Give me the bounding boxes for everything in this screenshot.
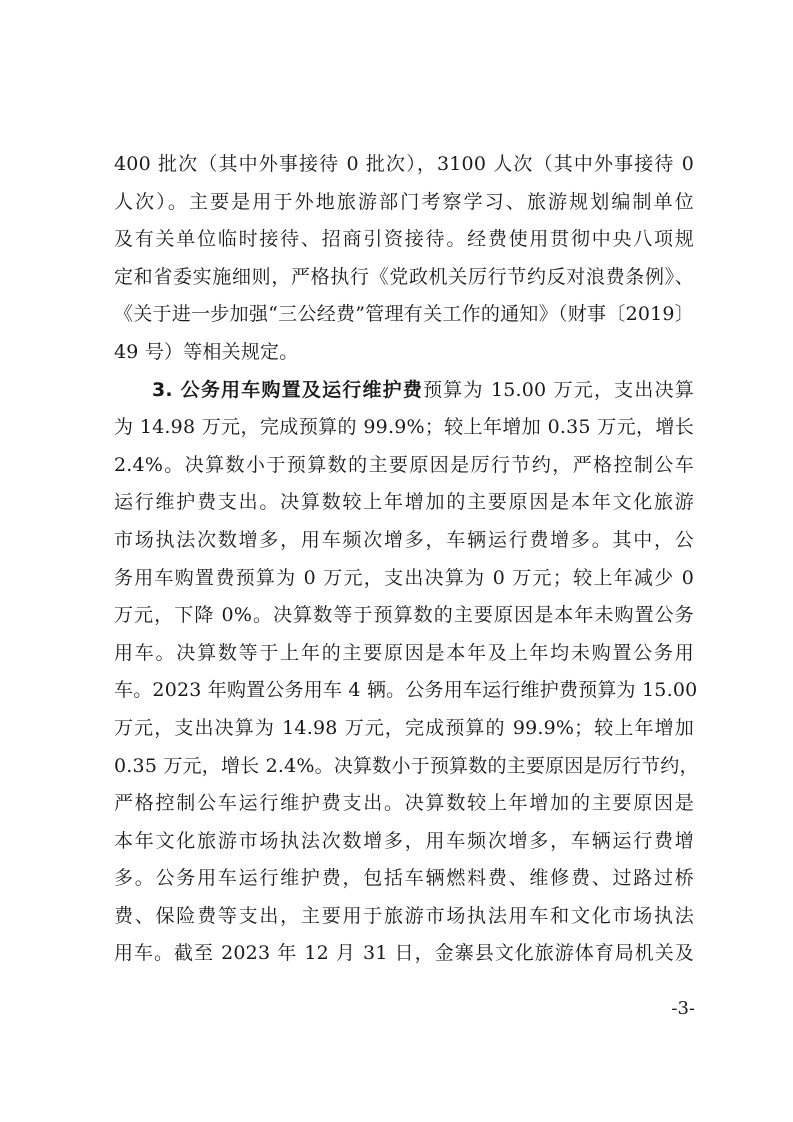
text-line: 预算为 15.00 万元，支出决算: [423, 378, 694, 401]
text-line: 2.4%。决算数小于预算数的主要原因是厉行节约，严格控制公车: [114, 453, 694, 476]
text-line: 多。公务用车运行维护费，包括车辆燃料费、维修费、过路过桥: [114, 867, 694, 890]
text-line: 《关于进一步加强“三公经费”管理有关工作的通知》（财事〔2019〕: [114, 303, 694, 326]
text-line: 运行维护费支出。决算数较上年增加的主要原因是本年文化旅游: [114, 491, 694, 514]
text-line: 车。2023 年购置公务用车 4 辆。公务用车运行维护费预算为 15.00: [114, 679, 698, 702]
text-line: 市场执法次数增多，用车频次增多，车辆运行费增多。其中，公: [114, 528, 694, 551]
document-body: [114, 146, 699, 973]
text-line: 万元，下降 0%。决算数等于预算数的主要原因是本年未购置公务: [114, 604, 694, 627]
text-line: 0.35 万元，增长 2.4%。决算数小于预算数的主要原因是厉行节约，: [114, 754, 699, 777]
text-line: 400 批次（其中外事接待 0 批次），3100 人次（其中外事接待 0: [114, 153, 694, 175]
text-line: 定和省委实施细则，严格执行《党政机关厉行节约反对浪费条例》、: [114, 265, 694, 288]
text-line: 及有关单位临时接待、招商引资接待。经费使用贯彻中央八项规: [114, 228, 694, 251]
paragraph-first-line: [114, 372, 694, 410]
text-line: 用车。截至 2023 年 12 月 31 日，金寨县文化旅游体育局机关及: [114, 942, 694, 965]
section-heading: 3. 公务用车购置及运行维护费: [152, 378, 424, 401]
text-line: 本年文化旅游市场执法次数增多，用车频次增多，车辆运行费增: [114, 829, 694, 852]
text-line: 严格控制公车运行维护费支出。决算数较上年增加的主要原因是: [114, 792, 694, 815]
page-number: -3-: [671, 998, 695, 1019]
text-line: 49 号）等相关规定。: [114, 340, 299, 363]
text-line: 万元，支出决算为 14.98 万元，完成预算的 99.9%；较上年增加: [114, 716, 694, 739]
text-line: 务用车购置费预算为 0 万元，支出决算为 0 万元；较上年减少 0: [114, 566, 694, 589]
text-line: 用车。决算数等于上年的主要原因是本年及上年均未购置公务用: [114, 641, 694, 664]
text-line: 费、保险费等支出，主要用于旅游市场执法用车和文化市场执法: [114, 904, 694, 927]
text-line: 为 14.98 万元，完成预算的 99.9%；较上年增加 0.35 万元，增长: [114, 416, 694, 439]
text-line: 人次）。主要是用于外地旅游部门考察学习、旅游规划编制单位: [114, 190, 694, 213]
